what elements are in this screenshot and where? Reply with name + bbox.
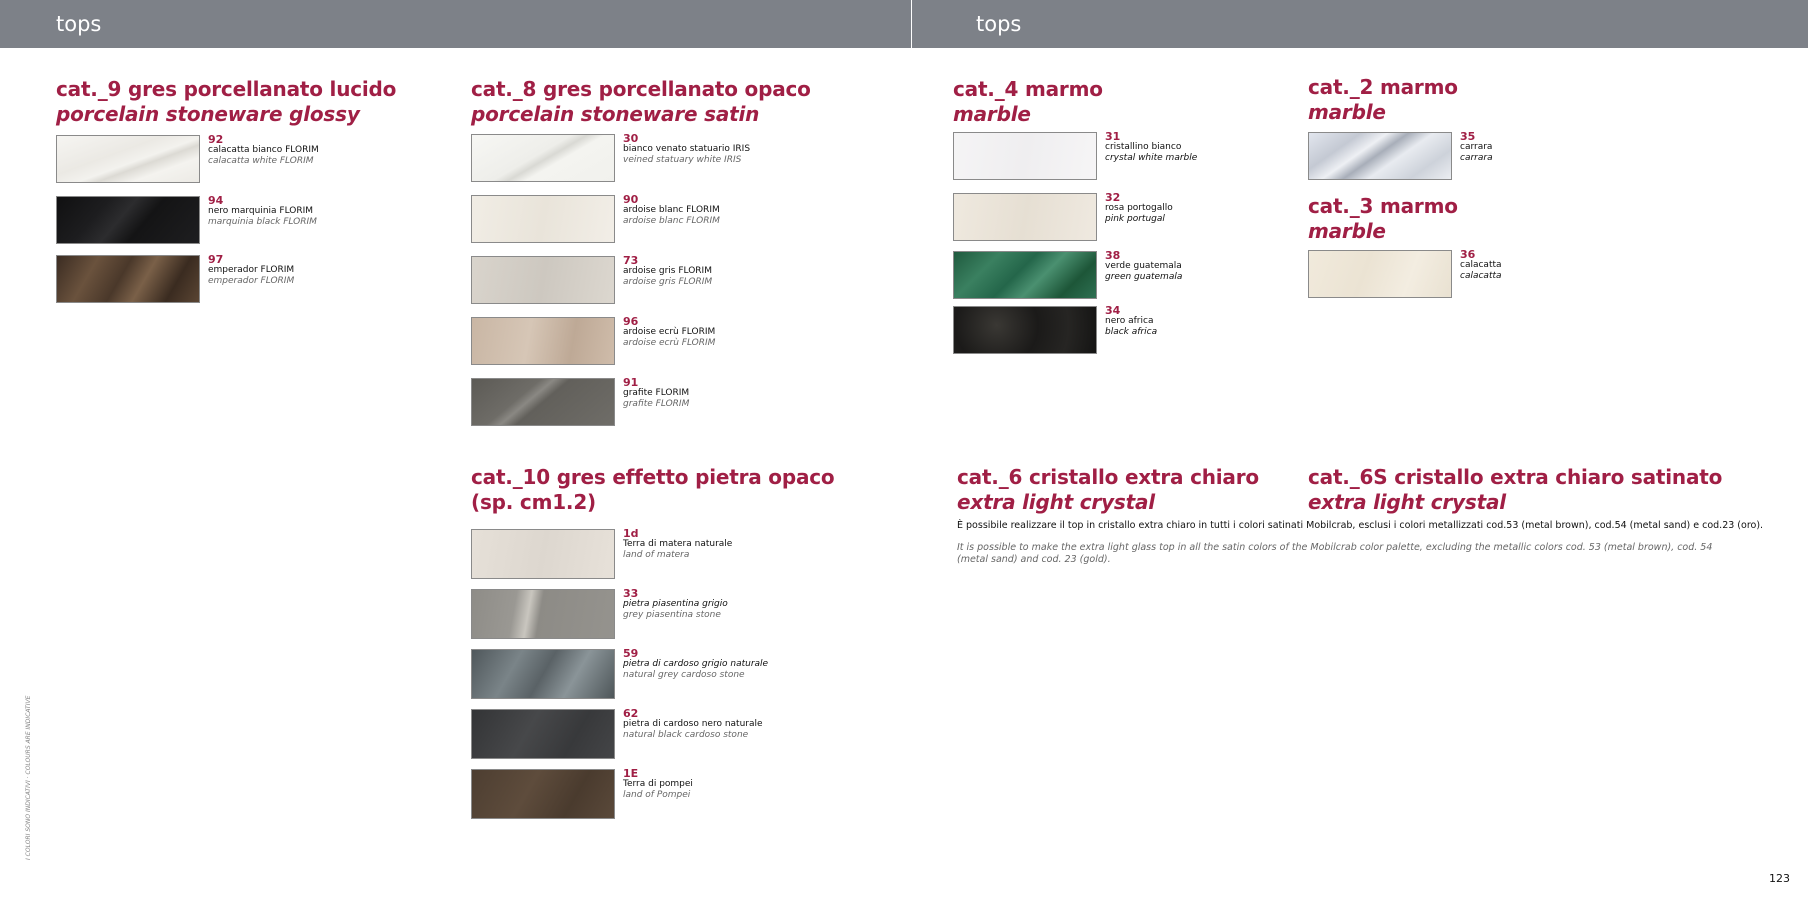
header-bar-left — [0, 0, 911, 48]
header-title: tops — [976, 12, 1022, 36]
section-cat6 — [957, 465, 1259, 515]
material-name-en: land of Pompei — [623, 790, 691, 800]
material-item[interactable] — [471, 195, 871, 245]
material-swatch — [471, 317, 615, 365]
material-swatch — [471, 134, 615, 182]
material-name: calacatta bianco FLORIM — [208, 145, 319, 155]
material-swatch — [953, 306, 1097, 354]
material-code: 33 — [623, 587, 639, 600]
material-swatch — [1308, 132, 1452, 180]
material-name: bianco venato statuario IRIS — [623, 144, 751, 154]
material-name: pietra di cardoso nero naturale — [623, 719, 763, 729]
material-item[interactable] — [1308, 250, 1708, 300]
material-name-en: grafite FLORIM — [623, 399, 690, 409]
material-name-en: crystal white marble — [1105, 153, 1198, 163]
section-subtitle: marble — [1308, 100, 1386, 124]
section-cat10 — [471, 465, 835, 800]
section-title: cat._2 marmo — [1308, 75, 1458, 99]
material-code: 96 — [623, 315, 639, 328]
section-subtitle: (sp. cm1.2) — [471, 490, 596, 514]
glass-note-it: È possibile realizzare il top in cristallo extra chiaro in tutti i colori satinati Mobilcrab, esclusi i colori metallizzati cod.53 (metal brown), cod.54 (metal sand) e cod.23 (oro). — [957, 520, 1764, 531]
material-code: 73 — [623, 254, 639, 267]
side-disclaimer: I COLORI SONO INDICATIVI · COLOURS ARE INDICATIVE — [25, 695, 32, 860]
material-item[interactable] — [471, 378, 871, 428]
material-name-en: ardoise gris FLORIM — [623, 277, 713, 287]
material-code: 36 — [1460, 248, 1476, 261]
section-cat4 — [953, 77, 1198, 337]
material-item[interactable] — [953, 193, 1353, 243]
material-code: 1E — [623, 767, 639, 780]
material-code: 92 — [208, 133, 224, 146]
material-swatch — [953, 251, 1097, 299]
material-swatch — [953, 193, 1097, 241]
material-name: verde guatemala — [1105, 261, 1182, 271]
material-swatch — [56, 196, 200, 244]
material-name-en: calacatta — [1460, 271, 1502, 281]
material-item[interactable] — [471, 134, 871, 184]
material-name: cristallino bianco — [1105, 142, 1182, 152]
material-name-en: ardoise ecrù FLORIM — [623, 338, 716, 348]
material-item[interactable] — [471, 649, 871, 699]
material-swatch — [471, 709, 615, 759]
material-swatch — [56, 255, 200, 303]
material-name: carrara — [1460, 142, 1493, 152]
material-name: nero marquinia FLORIM — [208, 206, 314, 216]
material-name: calacatta — [1460, 260, 1502, 270]
material-name: ardoise blanc FLORIM — [623, 205, 720, 215]
material-name-en: green guatemala — [1105, 272, 1183, 282]
material-item[interactable] — [471, 769, 871, 819]
header-title: tops — [56, 12, 102, 36]
material-name-en: calacatta white FLORIM — [208, 156, 314, 166]
material-name: ardoise ecrù FLORIM — [623, 327, 716, 337]
material-code: 38 — [1105, 249, 1121, 262]
section-subtitle: marble — [953, 102, 1031, 126]
material-item[interactable] — [56, 255, 456, 305]
material-name-en: natural black cardoso stone — [623, 730, 749, 740]
section-title: cat._4 marmo — [953, 77, 1103, 101]
material-code: 90 — [623, 193, 639, 206]
material-code: 1d — [623, 527, 639, 540]
material-swatch — [471, 378, 615, 426]
material-swatch — [471, 195, 615, 243]
material-name: emperador FLORIM — [208, 265, 295, 275]
material-swatch — [953, 132, 1097, 180]
section-cat2 — [1308, 75, 1493, 163]
material-name-en: black africa — [1105, 327, 1158, 337]
material-code: 91 — [623, 376, 639, 389]
material-name-en: emperador FLORIM — [208, 276, 295, 286]
material-name: grafite FLORIM — [623, 388, 690, 398]
material-swatch — [56, 135, 200, 183]
material-name-en: pink portugal — [1105, 214, 1165, 224]
section-subtitle: extra light crystal — [957, 490, 1155, 514]
material-code: 32 — [1105, 191, 1121, 204]
material-item[interactable] — [953, 132, 1353, 182]
material-swatch — [471, 589, 615, 639]
section-title: cat._3 marmo — [1308, 194, 1458, 218]
material-code: 59 — [623, 647, 639, 660]
material-name-en: land of matera — [623, 550, 690, 560]
material-name-en: ardoise blanc FLORIM — [623, 216, 720, 226]
material-code: 35 — [1460, 130, 1476, 143]
material-name: Terra di matera naturale — [623, 539, 733, 549]
material-name: Terra di pompei — [623, 779, 693, 789]
material-item[interactable] — [1308, 132, 1708, 182]
material-code: 34 — [1105, 304, 1121, 317]
material-name: pietra piasentina grigio — [623, 599, 728, 609]
section-cat6s — [1308, 465, 1722, 515]
material-code: 62 — [623, 707, 639, 720]
material-item[interactable] — [56, 135, 456, 185]
glass-note-en: It is possible to make the extra light glass top in all the satin colors of the Mobilcrab color palette, excluding the metallic colors cod. 53 (metal brown), cod. 54 (metal sand) and cod. 23 (gold). — [957, 542, 1713, 565]
material-name: ardoise gris FLORIM — [623, 266, 712, 276]
material-name-en: grey piasentina stone — [623, 610, 721, 620]
material-swatch — [1308, 250, 1452, 298]
material-code: 94 — [208, 194, 224, 207]
section-cat9 — [56, 77, 397, 286]
material-name-en: marquinia black FLORIM — [208, 217, 317, 227]
material-swatch — [471, 529, 615, 579]
material-item[interactable] — [953, 251, 1353, 301]
material-name: rosa portogallo — [1105, 203, 1173, 213]
section-title: cat._8 gres porcellanato opaco — [471, 77, 811, 101]
material-code: 30 — [623, 132, 639, 145]
material-item[interactable] — [953, 306, 1353, 356]
section-subtitle: porcelain stoneware glossy — [56, 102, 360, 126]
material-swatch — [471, 256, 615, 304]
header-bar-right — [912, 0, 1808, 48]
material-item[interactable] — [471, 589, 871, 639]
material-item[interactable] — [471, 256, 871, 306]
section-title: cat._9 gres porcellanato lucido — [56, 77, 397, 101]
section-title: cat._10 gres effetto pietra opaco — [471, 465, 835, 489]
page-number: 123 — [1769, 872, 1790, 885]
section-subtitle: marble — [1308, 219, 1386, 243]
section-cat3 — [1308, 194, 1502, 281]
material-name-en: carrara — [1460, 153, 1493, 163]
material-swatch — [471, 649, 615, 699]
material-swatch — [471, 769, 615, 819]
section-subtitle: extra light crystal — [1308, 490, 1506, 514]
section-title: cat._6S cristallo extra chiaro satinato — [1308, 465, 1723, 489]
material-name: pietra di cardoso grigio naturale — [623, 659, 769, 669]
material-item[interactable] — [471, 709, 871, 759]
material-name: nero africa — [1105, 316, 1154, 326]
material-name-en: natural grey cardoso stone — [623, 670, 745, 680]
section-title: cat._6 cristallo extra chiaro — [957, 465, 1259, 489]
material-item[interactable] — [56, 196, 456, 246]
material-item[interactable] — [471, 529, 871, 579]
material-name-en: veined statuary white IRIS — [623, 155, 742, 165]
material-code: 31 — [1105, 130, 1121, 143]
material-item[interactable] — [471, 317, 871, 367]
material-code: 97 — [208, 253, 224, 266]
section-cat8 — [471, 77, 811, 409]
section-subtitle: porcelain stoneware satin — [471, 102, 760, 126]
